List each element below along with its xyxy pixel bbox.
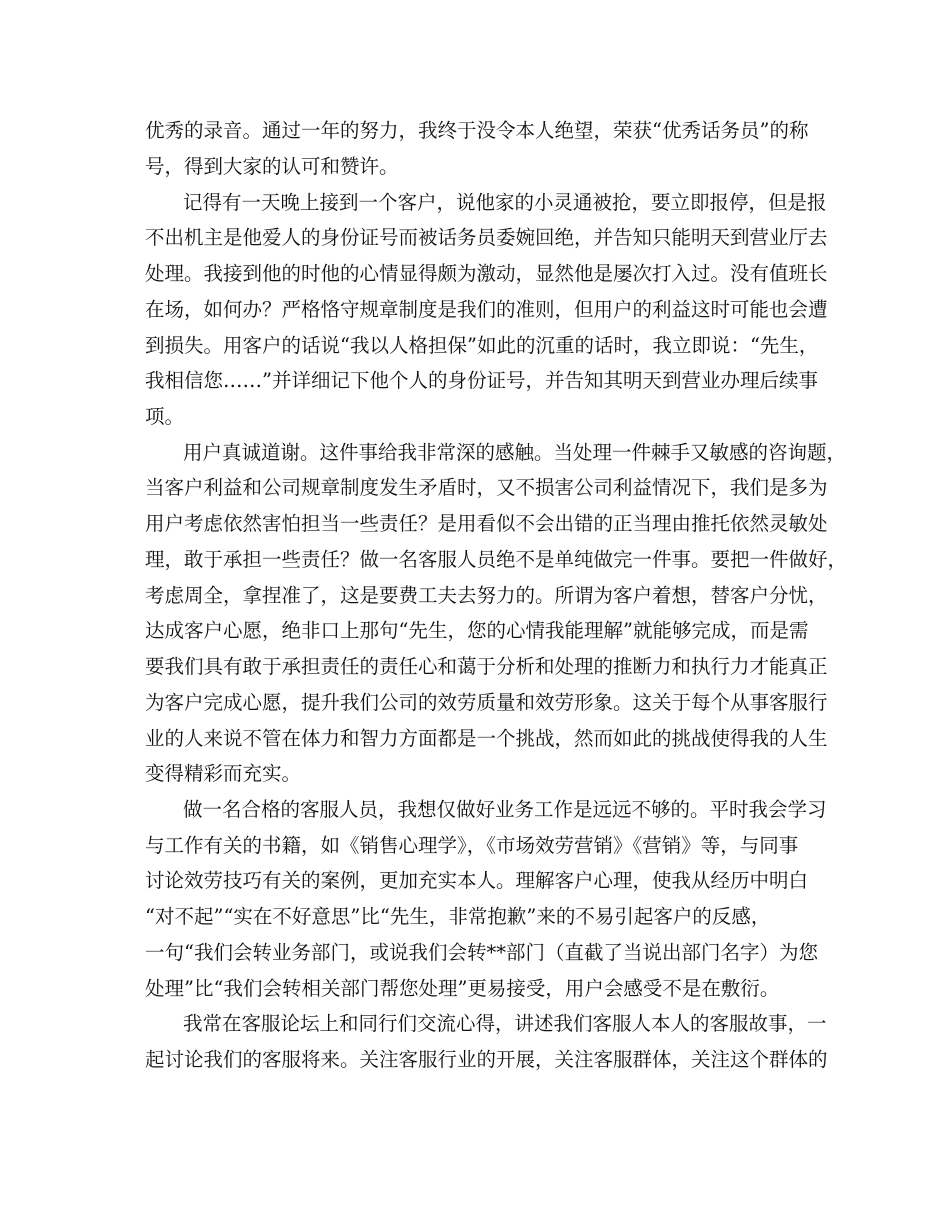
text-line: 用户考虑依然害怕担当一些责任？是用看似不会出错的正当理由推托依然灵敏处 [145, 512, 828, 535]
text-line: 要我们具有敢于承担责任的责任心和蔼于分析和处理的推断力和执行力才能真正 [145, 655, 828, 678]
text-line: 当客户利益和公司规章制度发生矛盾时，又不损害公司利益情况下，我们是多为 [145, 476, 828, 499]
text-line: 考虑周全，拿捏准了，这是要费工夫去努力的。所谓为客户着想，替客户分忧， [145, 584, 828, 607]
text-line: 到损失。用客户的话说“我以人格担保”如此的沉重的话时，我立即说：“先生， [145, 334, 819, 357]
text-line: 为客户完成心愿，提升我们公司的效劳质量和效劳形象。这关于每个从事客服行 [145, 691, 828, 714]
text-line: 处理。我接到他的时他的心情显得颇为激动，显然他是屡次打入过。没有值班长 [145, 262, 828, 285]
paragraph-first-line: 记得有一天晚上接到一个客户，说他家的小灵通被抢，要立即报停，但是报 [183, 191, 827, 214]
text-line: 一句“我们会转业务部门，或说我们会转**部门（直截了当说出部门名字）为您 [145, 941, 818, 964]
text-line: 号，得到大家的认可和赞许。 [145, 155, 399, 178]
text-line: 业的人来说不管在体力和智力方面都是一个挑战，然而如此的挑战使得我的人生 [145, 727, 828, 750]
text-line: 理，敢于承担一些责任？做一名客服人员绝不是单纯做完一件事。要把一件做好， [145, 548, 848, 571]
text-line: 讨论效劳技巧有关的案例，更加充实本人。理解客户心理，使我从经历中明白 [145, 869, 809, 892]
text-line: 在场，如何办？严格恪守规章制度是我们的准则，但用户的利益这时可能也会遭 [145, 298, 828, 321]
text-line: 变得精彩而充实。 [145, 762, 302, 785]
paragraph-first-line: 我常在客服论坛上和同行们交流心得，讲述我们客服人本人的客服故事，一 [183, 1012, 827, 1035]
text-line: 项。 [145, 405, 185, 428]
text-line: 达成客户心愿，绝非口上那句“先生，您的心情我能理解”就能够完成，而是需 [145, 619, 809, 642]
text-line: “对不起”“实在不好意思”比“先生，非常抱歉”来的不易引起客户的反感， [145, 905, 771, 928]
text-line: 优秀的录音。通过一年的努力，我终于没令本人绝望，荣获“优秀话务员”的称 [145, 119, 809, 142]
text-line: 与工作有关的书籍，如《销售心理学》，《市场效劳营销》《营销》等，与同事 [145, 834, 799, 857]
text-line: 处理”比“我们会转相关部门帮您处理”更易接受，用户会感受不是在敷衍。 [145, 977, 780, 1000]
paragraph-first-line: 做一名合格的客服人员，我想仅做好业务工作是远远不够的。平时我会学习 [183, 798, 827, 821]
paragraph-first-line: 用户真诚道谢。这件事给我非常深的感触。当处理一件棘手又敏感的咨询题， [183, 441, 847, 464]
text-line: 起讨论我们的客服将来。关注客服行业的开展，关注客服群体，关注这个群体的 [145, 1048, 828, 1071]
text-line: 我相信您……”并详细记下他个人的身份证号，并告知其明天到营业办理后续事 [145, 369, 818, 392]
text-line: 不出机主是他爱人的身份证号而被话务员委婉回绝，并告知只能明天到营业厅去 [145, 226, 828, 249]
